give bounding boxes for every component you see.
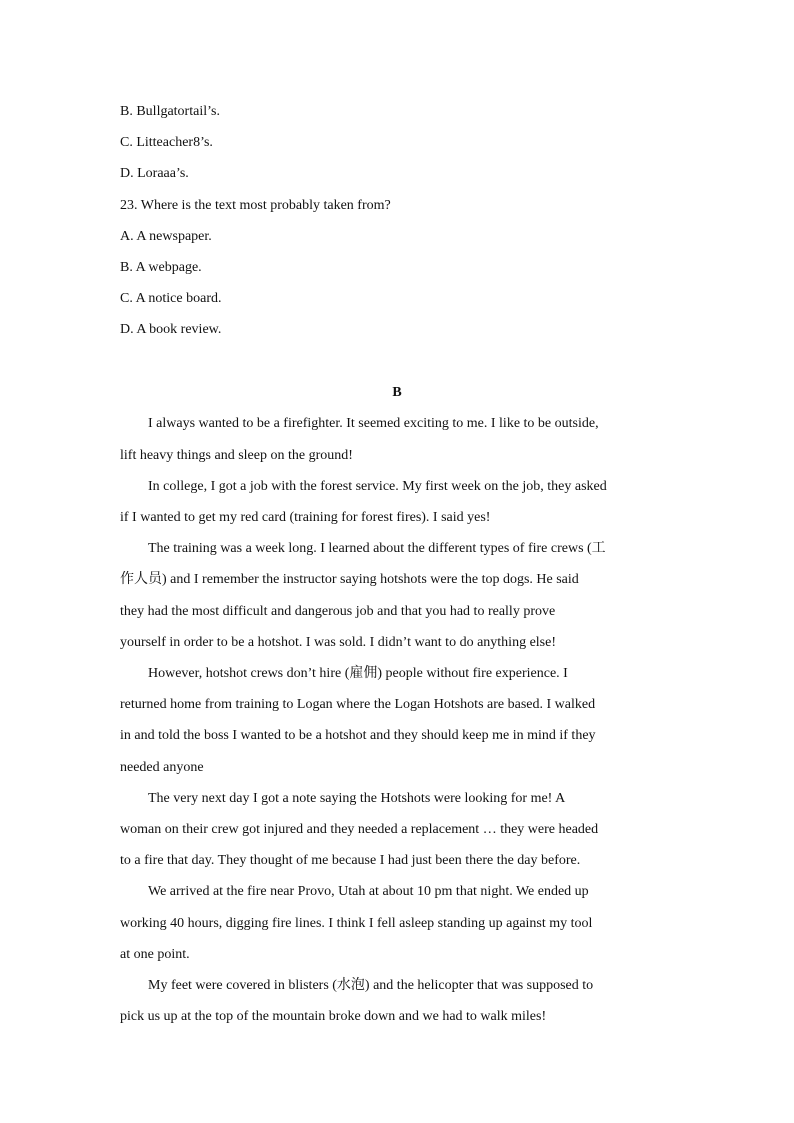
passage-line: at one point.: [120, 947, 190, 962]
question-23-option-d: D. A book review.: [120, 322, 222, 337]
passage-line: if I wanted to get my red card (training for forest fires). I said yes!: [120, 510, 491, 525]
passage-line: woman on their crew got injured and they needed a replacement … they were headed: [120, 822, 599, 837]
passage-line: In college, I got a job with the forest service. My first week on the job, they asked: [148, 479, 607, 494]
question-23-option-a: A. A newspaper.: [120, 229, 212, 244]
passage-line: needed anyone: [120, 760, 204, 775]
passage-line: pick us up at the top of the mountain broke down and we had to walk miles!: [120, 1009, 547, 1024]
passage-line: However, hotshot crews don’t hire (雇佣) people without fire experience. I: [148, 666, 568, 681]
passage-line: they had the most difficult and dangerous job and that you had to really prove: [120, 604, 556, 619]
passage-line: working 40 hours, digging fire lines. I think I fell asleep standing up against my tool: [120, 916, 593, 931]
section-heading: B: [392, 385, 402, 400]
passage-line: 作人员) and I remember the instructor saying hotshots were the top dogs. He said: [120, 572, 579, 587]
passage-line: The very next day I got a note saying the Hotshots were looking for me! A: [148, 791, 566, 806]
passage-line: in and told the boss I wanted to be a hotshot and they should keep me in mind if they: [120, 728, 596, 743]
passage-line: I always wanted to be a firefighter. It seemed exciting to me. I like to be outside,: [148, 416, 599, 431]
question-23-option-b: B. A webpage.: [120, 260, 202, 275]
question-23-stem: 23. Where is the text most probably taken from?: [120, 198, 391, 213]
passage-line: to a fire that day. They thought of me because I had just been there the day before.: [120, 853, 581, 868]
passage-line: lift heavy things and sleep on the ground!: [120, 448, 353, 463]
option-c-prev: C. Litteacher8’s.: [120, 135, 213, 150]
passage-line: returned home from training to Logan where the Logan Hotshots are based. I walked: [120, 697, 596, 712]
passage-line: We arrived at the fire near Provo, Utah at about 10 pm that night. We ended up: [148, 884, 589, 899]
option-d-prev: D. Loraaa’s.: [120, 166, 189, 181]
passage-line: yourself in order to be a hotshot. I was sold. I didn’t want to do anything else!: [120, 635, 556, 650]
option-b-prev: B. Bullgatortail’s.: [120, 104, 220, 119]
passage-line: The training was a week long. I learned about the different types of fire crews (工: [148, 541, 606, 556]
question-23-option-c: C. A notice board.: [120, 291, 222, 306]
passage-line: My feet were covered in blisters (水泡) and the helicopter that was supposed to: [148, 978, 594, 993]
